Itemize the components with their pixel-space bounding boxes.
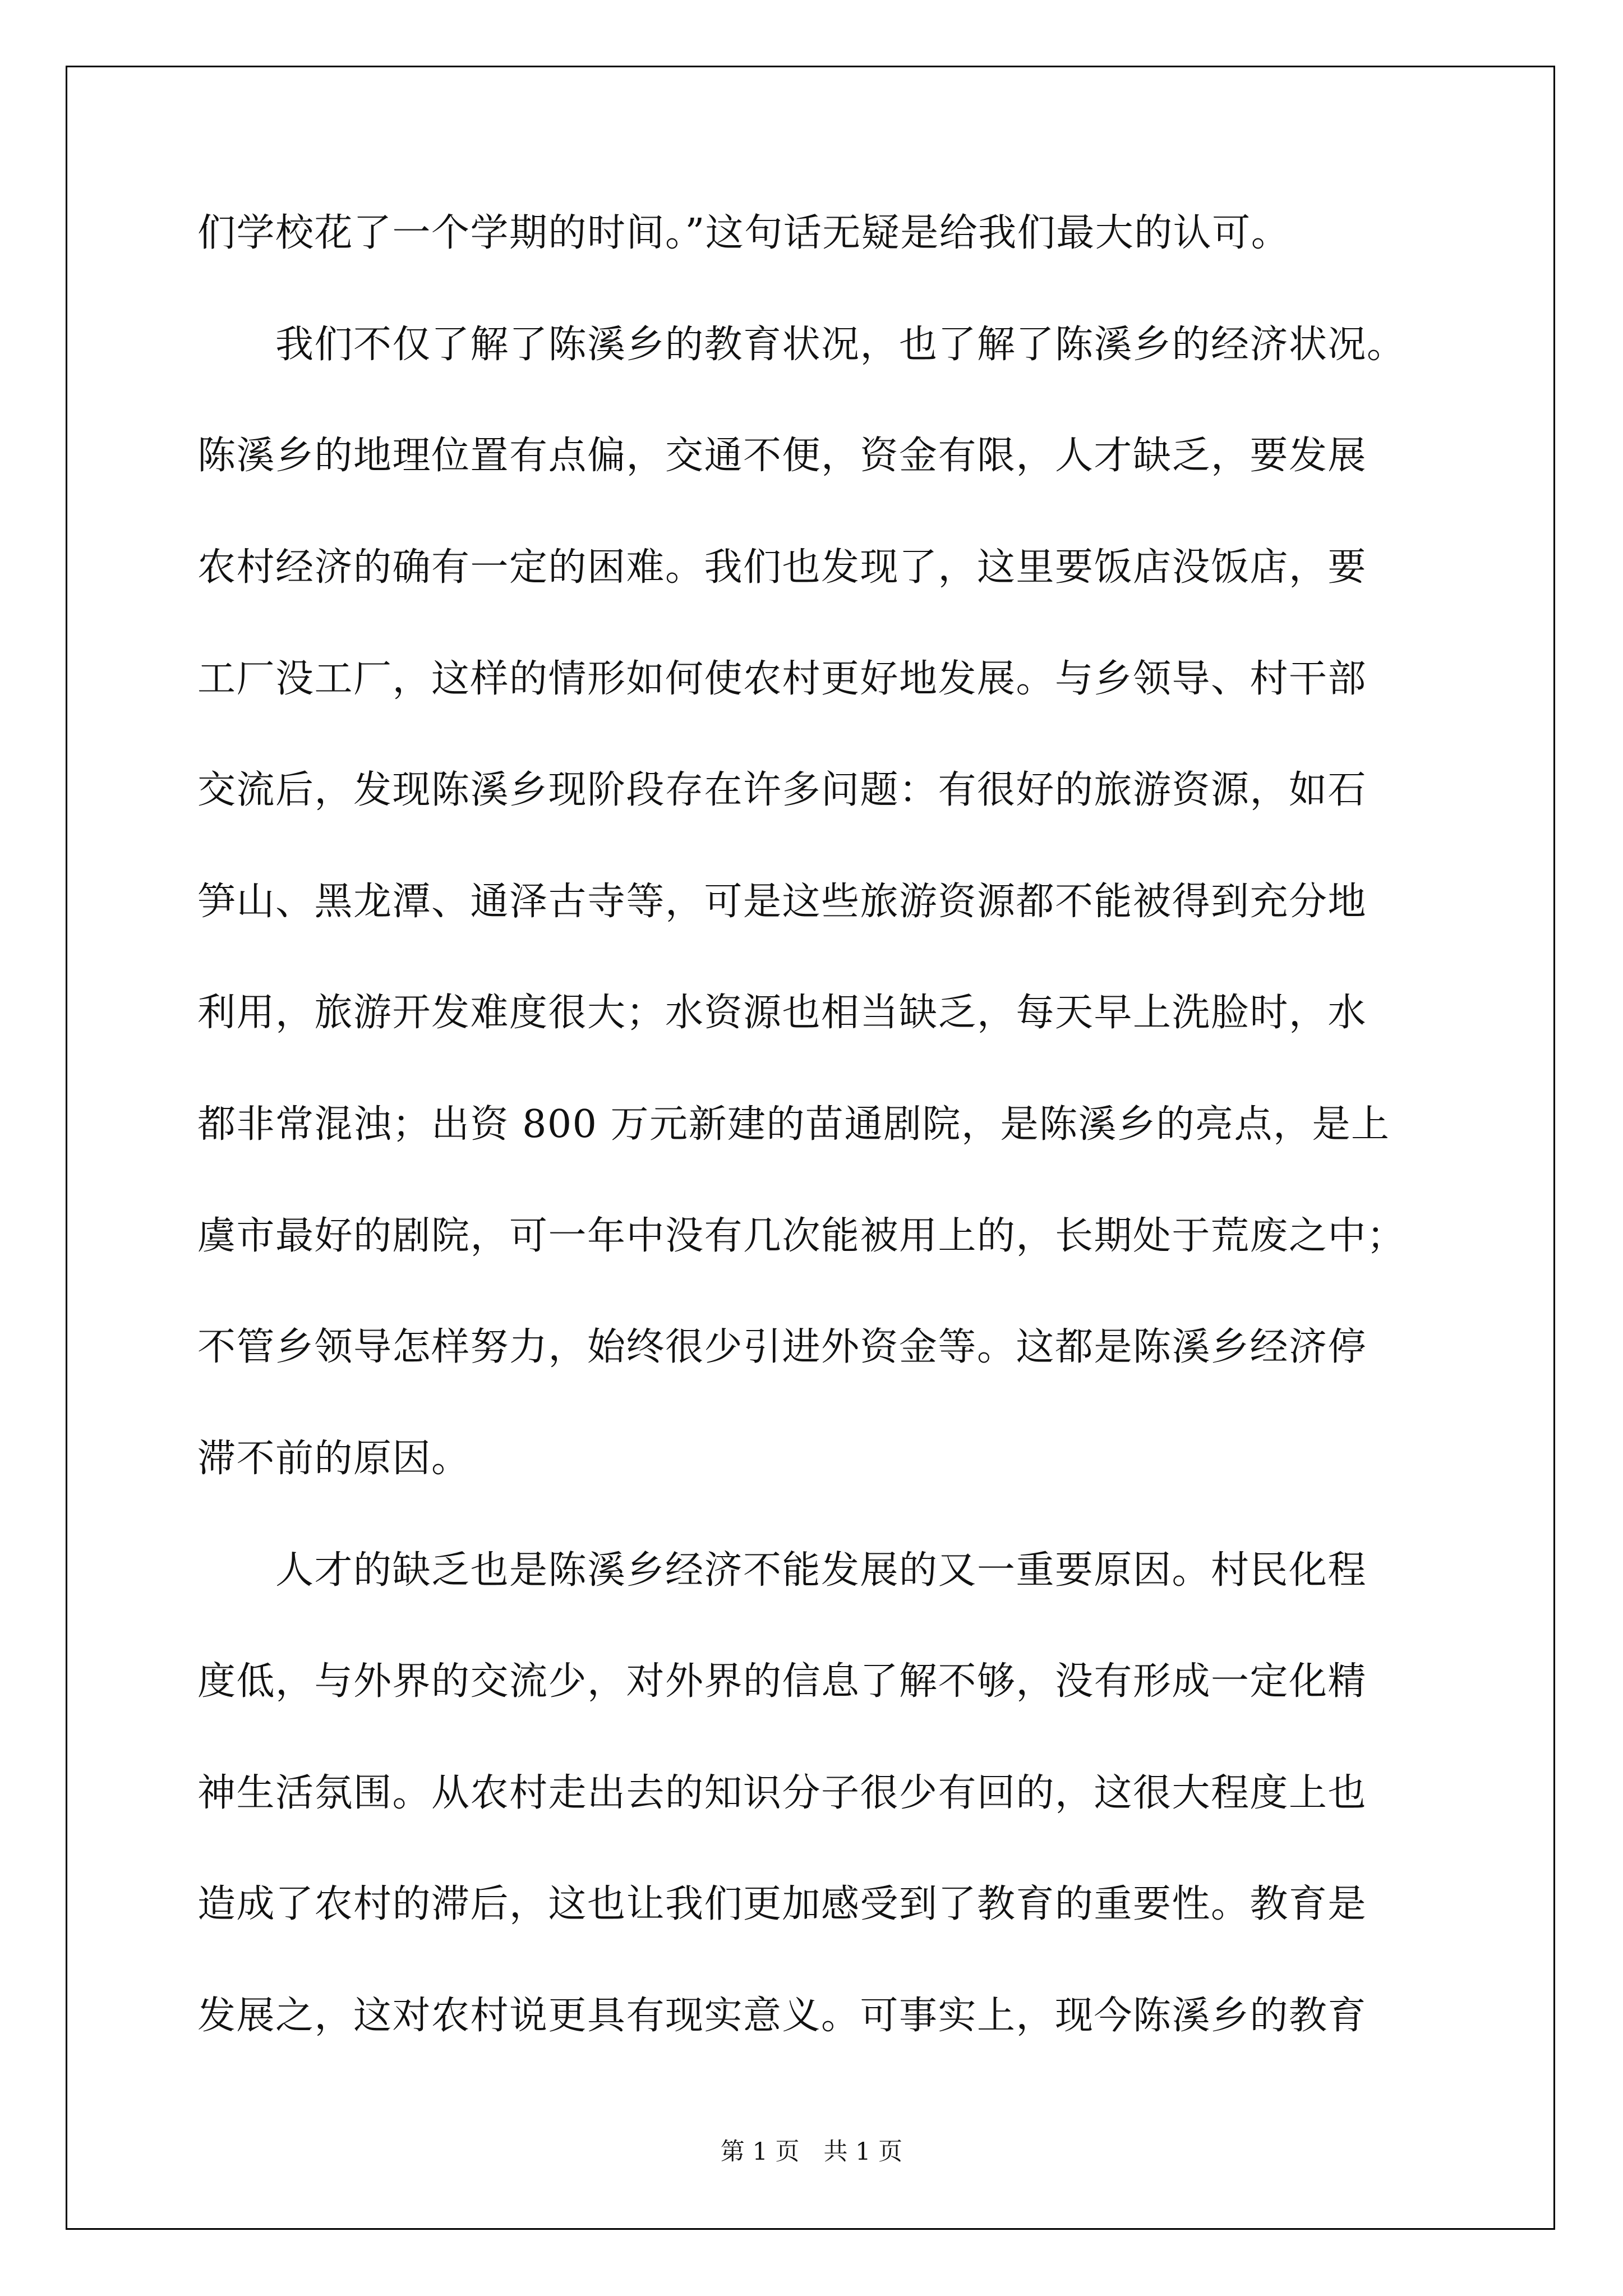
text-line-1: 们学校花了一个学期的时间。”这句话无疑是给我们最大的认可。 (197, 211, 1290, 255)
text-line-6: 交流后，发现陈溪乡现阶段存在许多问题：有很好的旅游资源，如石 (197, 768, 1367, 812)
text-line-7: 笋山、黑龙潭、通泽古寺等，可是这些旅游资源都不能被得到充分地 (197, 880, 1367, 924)
text-line-13: 人才的缺乏也是陈溪乡经济不能发展的又一重要原因。村民化程 (197, 1548, 1367, 1593)
text-line-9: 都非常混浊；出资 800 万元新建的苗通剧院，是陈溪乡的亮点，是上 (197, 1102, 1390, 1147)
text-line-10: 虞市最好的剧院，可一年中没有几次能被用上的，长期处于荒废之中； (197, 1214, 1406, 1258)
text-line-16: 造成了农村的滞后，这也让我们更加感受到了教育的重要性。教育是 (197, 1882, 1367, 1926)
text-line-5: 工厂没工厂，这样的情形如何使农村更好地发展。与乡领导、村干部 (197, 657, 1367, 701)
page-number-footer: 第 1 页 共 1 页 (720, 2138, 903, 2166)
text-line-11: 不管乡领导怎样努力，始终很少引进外资金等。这都是陈溪乡经济停 (197, 1325, 1367, 1369)
text-line-12: 滞不前的原因。 (197, 1437, 471, 1481)
text-line-8: 利用，旅游开发难度很大；水资源也相当缺乏，每天早上洗脸时，水 (197, 991, 1367, 1035)
text-line-2: 我们不仅了解了陈溪乡的教育状况，也了解了陈溪乡的经济状况。 (197, 323, 1406, 367)
text-line-3: 陈溪乡的地理位置有点偏，交通不便，资金有限，人才缺乏，要发展 (197, 434, 1367, 478)
text-line-14: 度低，与外界的交流少，对外界的信息了解不够，没有形成一定化精 (197, 1659, 1367, 1704)
text-line-17: 发展之，这对农村说更具有现实意义。可事实上，现今陈溪乡的教育 (197, 1994, 1367, 2038)
text-line-4: 农村经济的确有一定的困难。我们也发现了，这里要饭店没饭店，要 (197, 545, 1367, 590)
text-line-15: 神生活氛围。从农村走出去的知识分子很少有回的，这很大程度上也 (197, 1771, 1367, 1815)
